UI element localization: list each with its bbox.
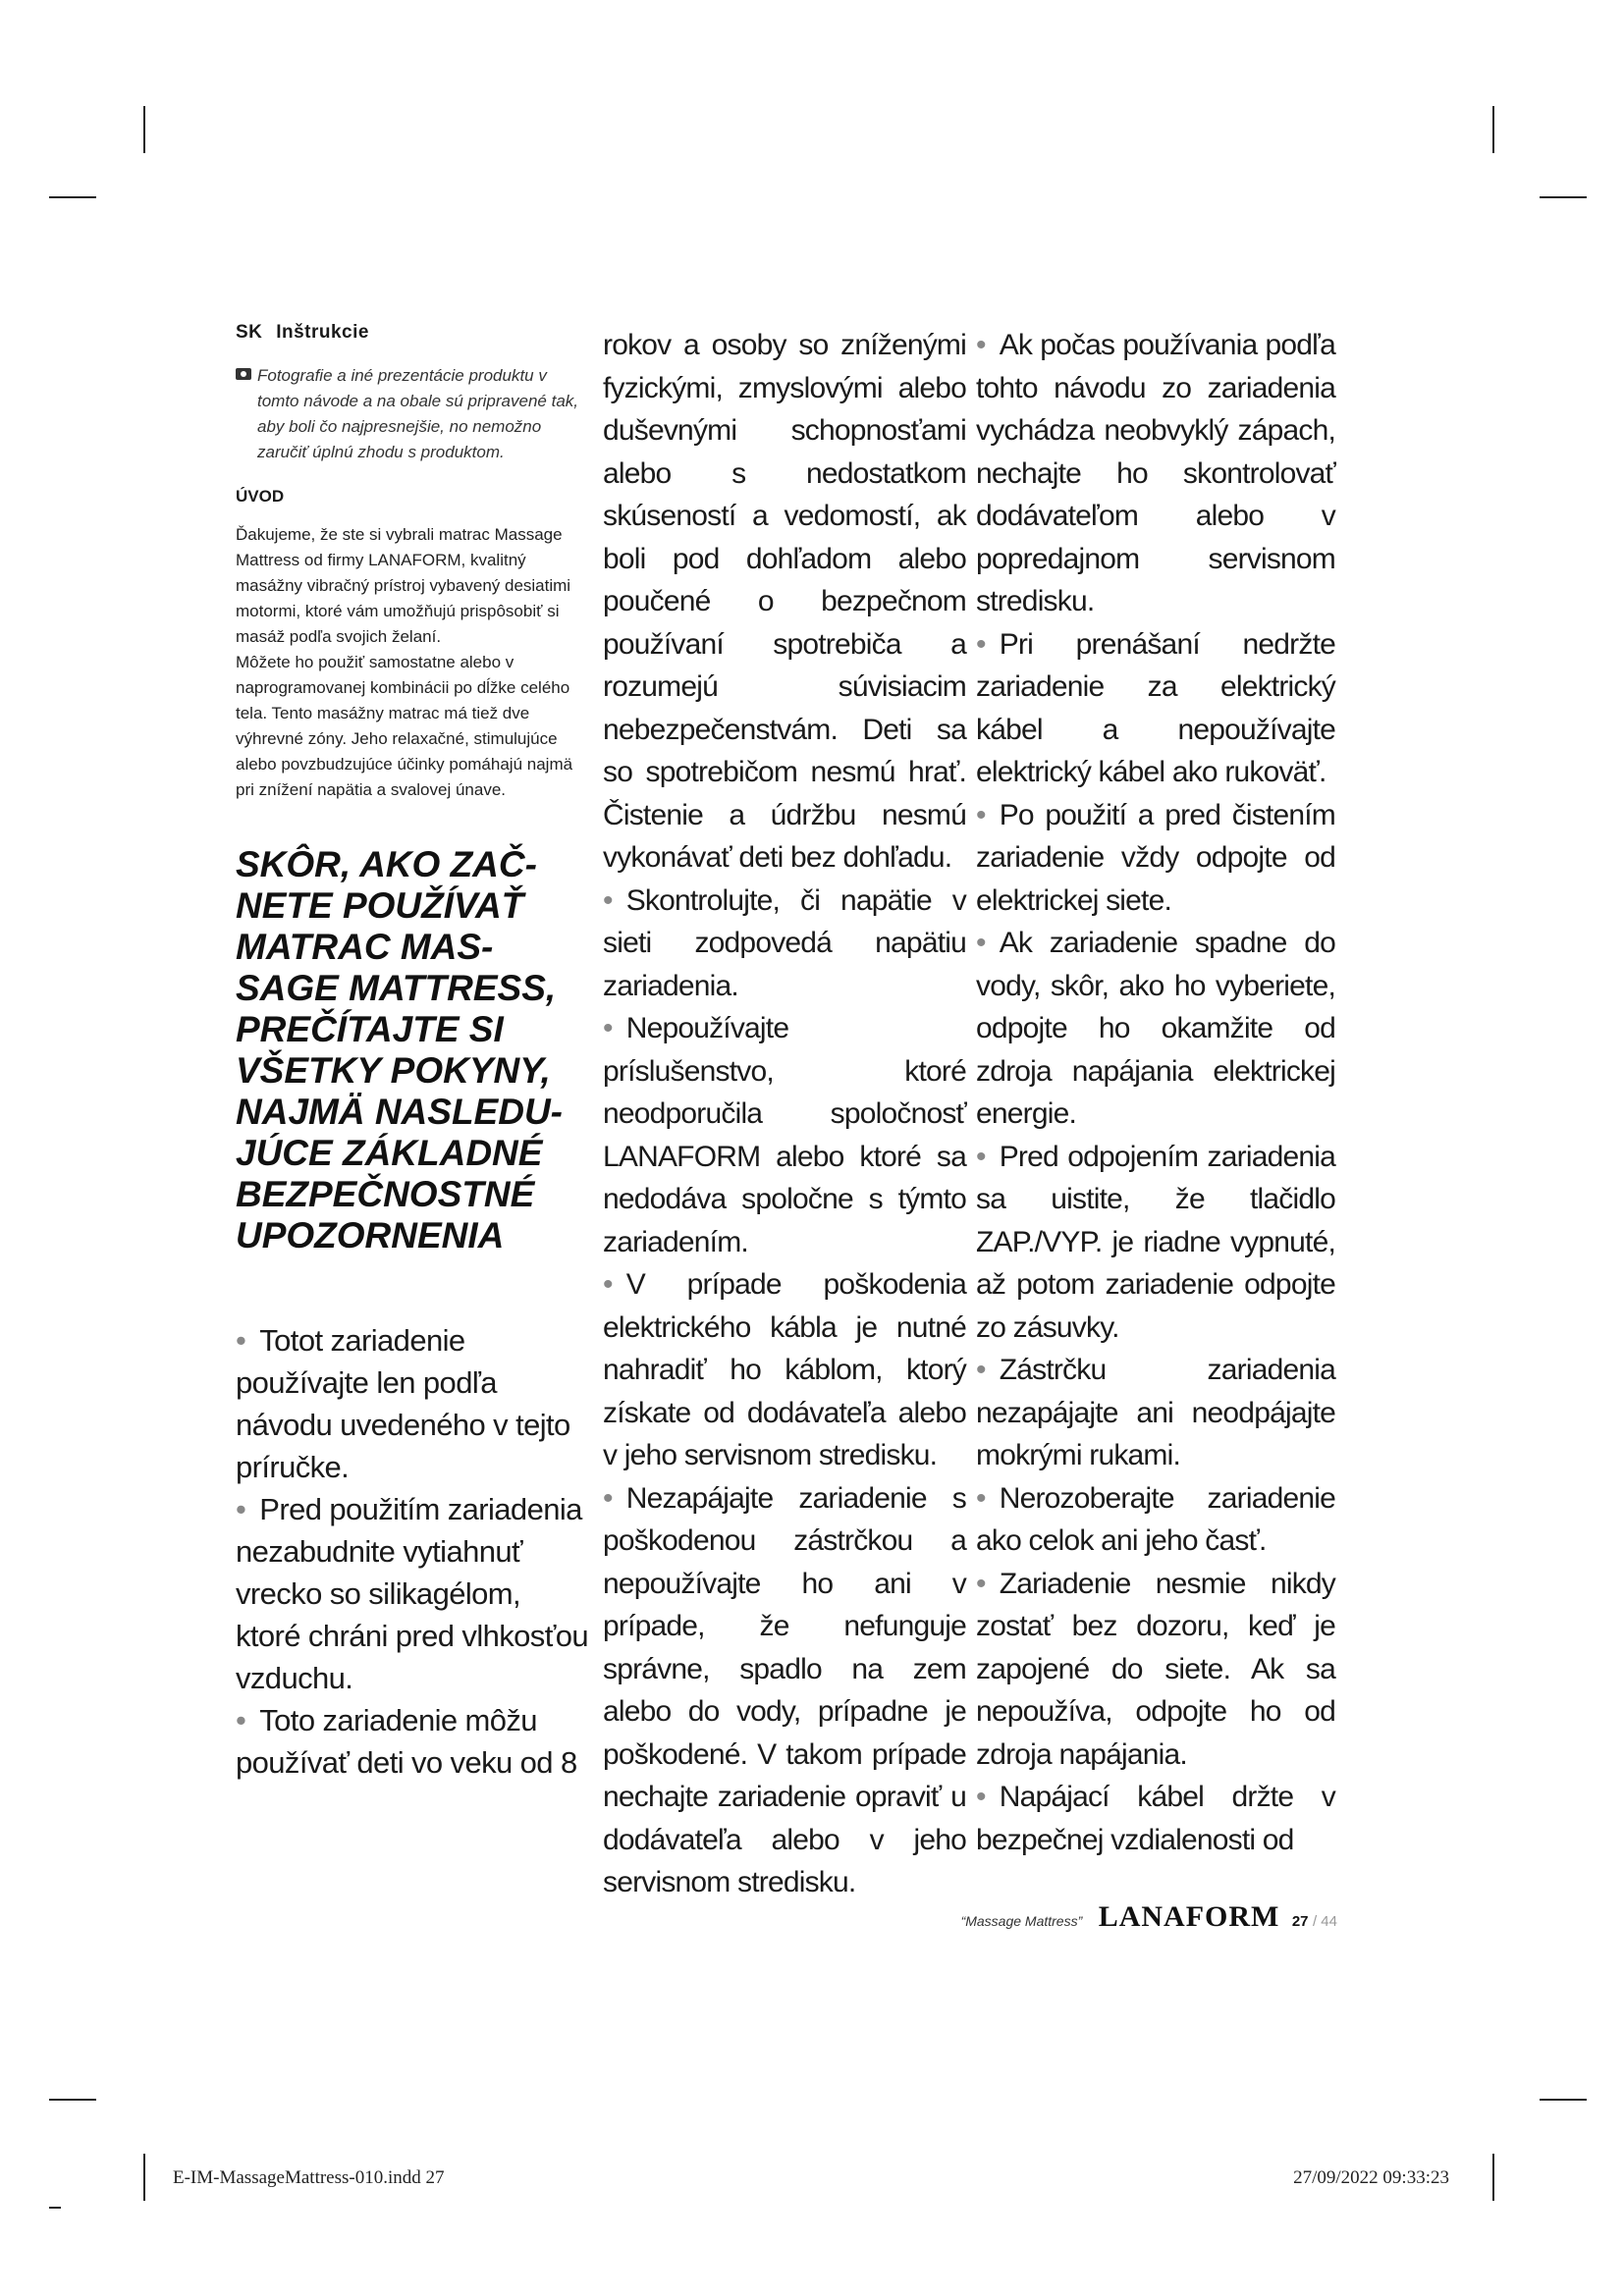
intro-paragraph: Môžete ho použiť samostatne alebo v naprogramovanej kombinácii po dĺžke celého tela. Tento masážny matrac má tiež dve výhrevné zóny. Jeho relaxačné, stimulujúce alebo povzbudzujúce účinky pomáhajú najmä pri znížení napätia a svalovej únave. xyxy=(236,653,573,799)
heading-line: NAJMÄ NASLEDU- xyxy=(236,1092,563,1132)
safety-item: • Pred použitím zariadenia nezabudnite vytiahnuť vrecko so silikagélom, ktoré chráni pred vlhkosťou vzduchu. xyxy=(236,1488,589,1699)
language-code: SK xyxy=(236,322,263,343)
crop-mark xyxy=(49,196,96,198)
heading-line: SKÔR, AKO ZAČ- xyxy=(236,844,537,884)
safety-item: • Totot zariadenie používajte len podľa návodu uvedeného v tejto príručke. xyxy=(236,1319,589,1488)
safety-item: • Skontrolujte, či napätie v sieti zodpovedá napätiu zariadenia. xyxy=(603,880,966,1008)
crop-mark xyxy=(1540,196,1587,198)
safety-item: • Nezapájajte zariadenie s poškodenou zástrčkou a nepoužívajte ho ani v prípade, že nefunguje správne, spadlo na zem alebo do vody, prípadne je poškodené. V takom prípade nechajte zariadenie opraviť u dodávateľa alebo v jeho servisnom stredisku. xyxy=(603,1477,966,1904)
heading-line: PREČÍTAJTE SI xyxy=(236,1009,504,1049)
intro-paragraph: Ďakujeme, že ste si vybrali matrac Massage Mattress od firmy LANAFORM, kvalitný masážny vibračný prístroj vybavený desiatimi motormi, ktoré vám umožňujú prispôsobiť si masáž podľa svojich želaní. xyxy=(236,525,571,646)
safety-item: • Zástrčku zariadenia nezapájajte ani neodpájajte mokrými rukami. xyxy=(976,1349,1335,1477)
column-1 xyxy=(236,322,589,1784)
photo-disclaimer xyxy=(236,363,589,465)
crop-mark xyxy=(143,2154,145,2201)
heading-line: MATRAC MAS- xyxy=(236,927,494,967)
crop-mark xyxy=(1492,2154,1494,2201)
safety-item: • Po použití a pred čistením zariadenie vždy odpojte od elektrickej siete. xyxy=(976,794,1335,923)
safety-item: • Nerozoberajte zariadenie ako celok ani jeho časť. xyxy=(976,1477,1335,1563)
heading-line: UPOZORNENIA xyxy=(236,1215,505,1255)
column-3 xyxy=(976,324,1335,1861)
crop-mark xyxy=(49,2207,61,2209)
heading-line: JÚCE ZÁKLADNÉ xyxy=(236,1133,543,1173)
crop-mark xyxy=(1492,106,1494,153)
safety-item: • Ak zariadenie spadne do vody, skôr, ako ho vyberiete, odpojte ho okamžite od zdroja napájania elektrickej energie. xyxy=(976,922,1335,1136)
intro-heading: ÚVOD xyxy=(236,487,285,506)
safety-item: • Pred odpojením zariadenia sa uistite, že tlačidlo ZAP./VYP. je riadne vypnuté, až potom zariadenie odpojte zo zásuvky. xyxy=(976,1136,1335,1350)
safety-item: • Toto zariadenie môžu používať deti vo veku od 8 xyxy=(236,1699,589,1784)
footer-product-name: “Massage Mattress” xyxy=(960,1913,1083,1929)
camera-icon xyxy=(236,368,251,380)
safety-warning-heading xyxy=(236,844,589,1256)
safety-item: • Zariadenie nesmie nikdy zostať bez dozoru, keď je zapojené do siete. Ak sa nepoužíva, odpojte ho od zdroja napájania. xyxy=(976,1563,1335,1777)
heading-line: VŠETKY POKYNY, xyxy=(236,1050,551,1091)
page-number: 27 xyxy=(1291,1913,1309,1930)
brand-logo: LANAFORM xyxy=(1098,1900,1280,1933)
page-footer xyxy=(960,1900,1337,1934)
safety-item: • Pri prenášaní nedržte zariadenie za elektrický kábel a nepoužívajte elektrický kábel ako rukoväť. xyxy=(976,623,1335,794)
safety-item: • Nepoužívajte príslušenstvo, ktoré neodporučila spoločnosť LANAFORM alebo ktoré sa nedodáva spoločne s týmto zariadením. xyxy=(603,1007,966,1263)
slug-datetime: 27/09/2022 09:33:23 xyxy=(1293,2167,1449,2188)
photo-disclaimer-text: Fotografie a iné prezentácie produktu v tomto návode a na obale sú pripravené tak, aby boli čo najpresnejšie, no nemožno zaručiť úplnú zhodu s produktom. xyxy=(257,366,578,461)
page-total: / 44 xyxy=(1312,1913,1337,1930)
safety-item-continuation: rokov a osoby so zníženými fyzickými, zmyslovými alebo duševnými schopnosťami alebo s nedostatkom skúseností a vedomostí, ak boli pod dohľadom alebo poučené o bezpečnom používaní spotrebiča a rozumejú súvisiacim nebezpečenstvám. Deti sa so spotrebičom nesmú hrať. Čistenie a údržbu nesmú vykonávať deti bez dohľadu. xyxy=(603,329,966,874)
safety-item: • Napájací kábel držte v bezpečnej vzdialenosti od xyxy=(976,1776,1335,1861)
heading-line: BEZPEČNOSTNÉ xyxy=(236,1174,535,1214)
crop-mark xyxy=(49,2099,96,2101)
section-title: Inštrukcie xyxy=(276,322,369,343)
crop-mark xyxy=(1540,2099,1587,2101)
heading-line: NETE POUŽÍVAŤ xyxy=(236,885,524,926)
safety-item: • V prípade poškodenia elektrického kábla je nutné nahradiť ho káblom, ktorý získate od dodávateľa alebo v jeho servisnom stredisku. xyxy=(603,1263,966,1477)
column-2 xyxy=(603,324,966,1904)
crop-mark xyxy=(143,106,145,153)
safety-list xyxy=(236,1319,589,1784)
safety-item: • Ak počas používania podľa tohto návodu zo zariadenia vychádza neobvyklý zápach, nechajte ho skontrolovať dodávateľom alebo v popredajnom servisnom stredisku. xyxy=(976,324,1335,623)
section-label xyxy=(236,322,589,344)
heading-line: SAGE MATTRESS, xyxy=(236,968,557,1008)
slug-filename: E-IM-MassageMattress-010.indd 27 xyxy=(173,2167,445,2188)
